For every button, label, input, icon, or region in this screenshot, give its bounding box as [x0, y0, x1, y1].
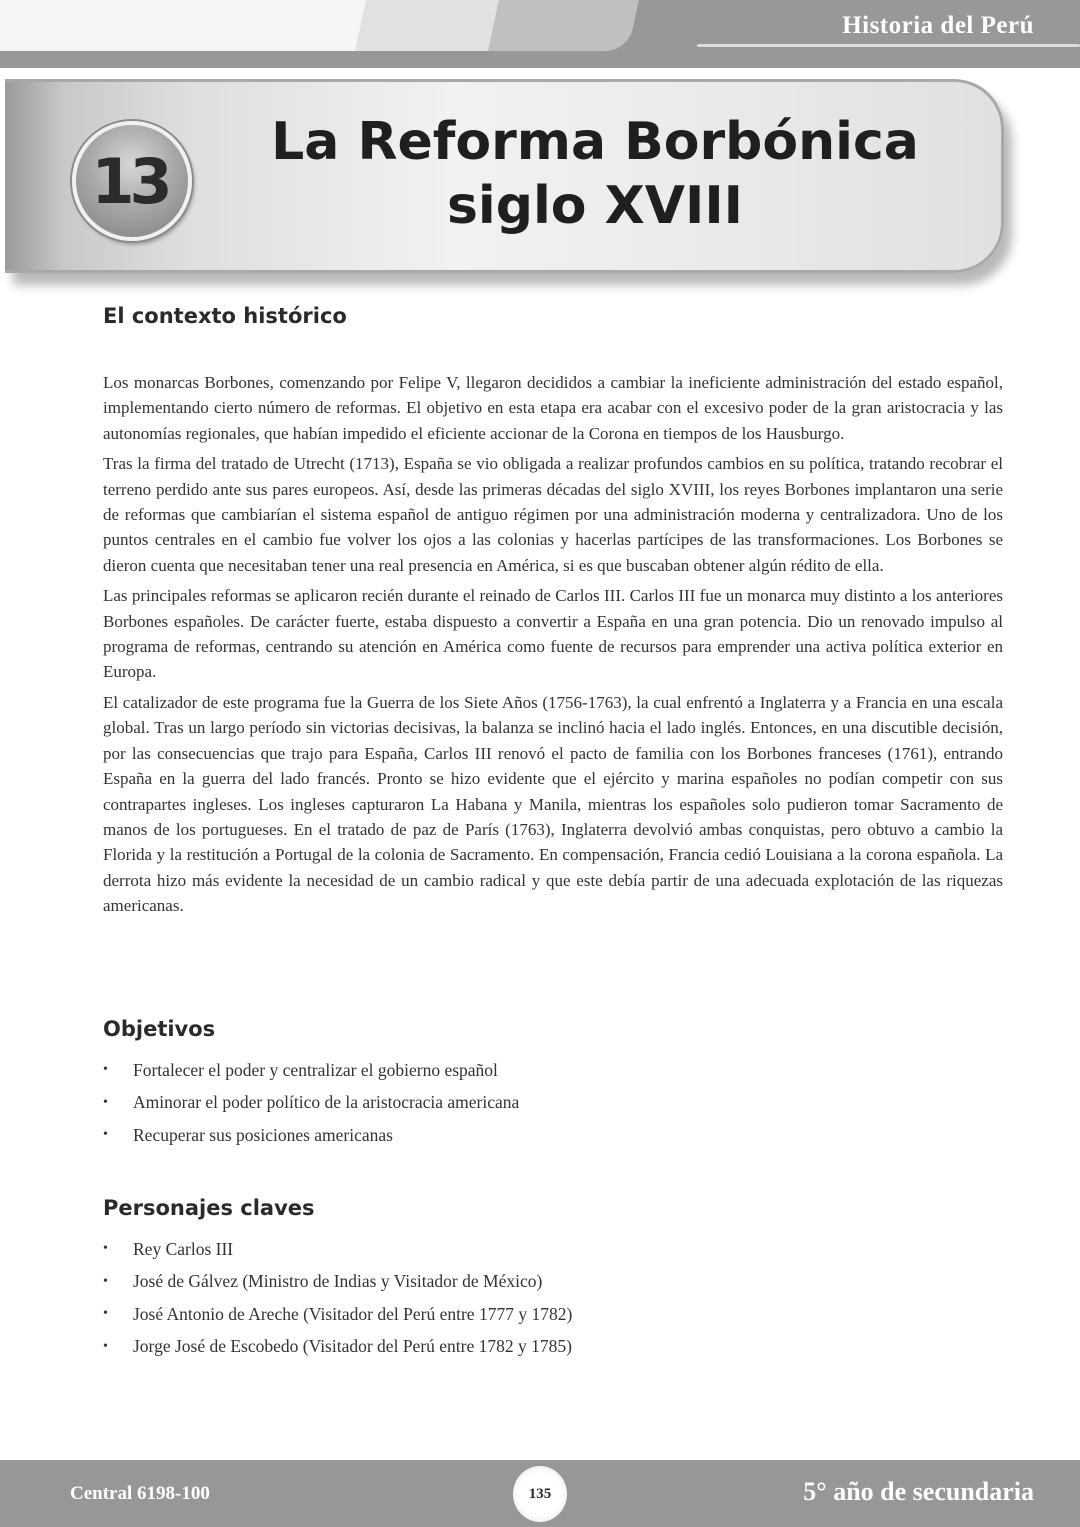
list-item [103, 1266, 803, 1299]
list-item [103, 1331, 803, 1364]
list-item-text: Recuperar sus posiciones americanas [133, 1124, 393, 1145]
context-body [103, 370, 1003, 924]
bullet-icon: • [103, 1127, 108, 1143]
footer-grade-level: 5° año de secundaria [803, 1477, 1034, 1506]
chapter-title [250, 110, 940, 238]
paragraph: Los monarcas Borbones, comenzando por Felipe V, llegaron decididos a cambiar la ineficiente administración del estado español, implementando cierto número de reformas. El objetivo en esta etapa era acabar con el excesivo poder de la gran aristocracia y las autonomías regionales, que habían impedido el eficiente accionar de la Corona en tiempos de los Hausburgo. [103, 373, 1003, 443]
chapter-number-badge [72, 121, 192, 241]
page-footer [0, 1460, 1080, 1527]
section-heading-context: El contexto histórico [103, 304, 347, 328]
list-item [103, 1119, 803, 1152]
list-item-text: Jorge José de Escobedo (Visitador del Perú entre 1782 y 1785) [133, 1336, 572, 1357]
paragraph: Tras la firma del tratado de Utrecht (1713), España se vio obligada a realizar profundos cambios en su política, tratando recobrar el terreno perdido ante sus pares europeos. Así, desde las primeras décadas del siglo XVIII, los reyes Borbones implantaron una serie de reformas que cambiarían el sistema español de antiguo régimen por una administración moderna y centralizadora. Uno de los puntos centrales en el cambio fue volver los ojos a las colonias y hacerlas partícipes de las transformaciones. Los Borbones se dieron cuenta que necesitaban tener una real presencia en América, si es que buscaban obtener algún rédito de ella. [103, 454, 1003, 575]
footer-phone: Central 6198-100 [70, 1483, 210, 1504]
section-heading-objectives: Objetivos [103, 1017, 216, 1041]
header-band-mid-segment [488, 0, 639, 51]
section-heading-key-figures: Personajes claves [103, 1196, 315, 1220]
chapter-title-line-1: La Reforma Borbónica [271, 112, 919, 172]
list-item [103, 1087, 803, 1120]
key-figures-list [103, 1233, 803, 1363]
subject-title: Historia del Perú [842, 12, 1034, 39]
bullet-icon: • [103, 1241, 108, 1257]
list-item [103, 1298, 803, 1331]
list-item-text: Aminorar el poder político de la aristocracia americana [133, 1092, 520, 1113]
list-item-text: José Antonio de Areche (Visitador del Perú entre 1777 y 1782) [133, 1303, 573, 1324]
list-item [103, 1233, 803, 1266]
list-item-text: Rey Carlos III [133, 1238, 234, 1259]
objectives-list [103, 1054, 803, 1152]
list-item-text: Fortalecer el poder y centralizar el gobierno español [133, 1059, 498, 1080]
page-number: 135 [528, 1485, 552, 1502]
bullet-icon: • [103, 1094, 108, 1110]
bullet-icon: • [103, 1338, 108, 1354]
chapter-number: 13 [91, 144, 168, 218]
paragraph: El catalizador de este programa fue la Guerra de los Siete Años (1756-1763), la cual enfrentó a Inglaterra y a Francia en una escala global. Tras un largo período sin victorias decisivas, la balanza se inclinó hacia el lado inglés. Entonces, en una discutible decisión, por las consecuencias que trajo para España, Carlos III renovó el pacto de familia con los Borbones franceses (1761), entrando España en la guerra del lado francés. Pronto se hizo evidente que el ejército y marina españoles no podían competir con sus contrapartes ingleses. Los ingleses capturaron La Habana y Manila, mientras los españoles solo pudieron tomar Sacramento de manos de los portugueses. En el tratado de paz de París (1763), Inglaterra devolvió ambas conquistas, pero obtuvo a cambio la Florida y la restitución a Portugal de la colonia de Sacramento. En compensación, Francia cedió Louisiana a la corona española. La derrota hizo más evidente la necesidad de un cambio radical y que este debía partir de una adecuada explotación de las riquezas americanas. [103, 692, 1003, 916]
chapter-title-line-2: siglo XVIII [446, 176, 744, 236]
bullet-icon: • [103, 1062, 108, 1078]
header-band-light-segment [0, 0, 380, 51]
paragraph: Las principales reformas se aplicaron recién durante el reinado de Carlos III. Carlos III fue un monarca muy distinto a los anteriores Borbones españoles. De carácter fuerte, estaba dispuesto a convertir a España en una gran potencia. Dio un renovado impulso al programa de reformas, centrando su atención en América como fuente de recursos para emprender una activa política exterior en Europa. [103, 586, 1003, 682]
header-divider [697, 44, 1080, 47]
list-item [103, 1054, 803, 1087]
bullet-icon: • [103, 1273, 108, 1289]
list-item-text: José de Gálvez (Ministro de Indias y Visitador de México) [133, 1271, 543, 1292]
header-band [0, 0, 1080, 68]
bullet-icon: • [103, 1306, 108, 1322]
page-number-badge [513, 1466, 567, 1522]
